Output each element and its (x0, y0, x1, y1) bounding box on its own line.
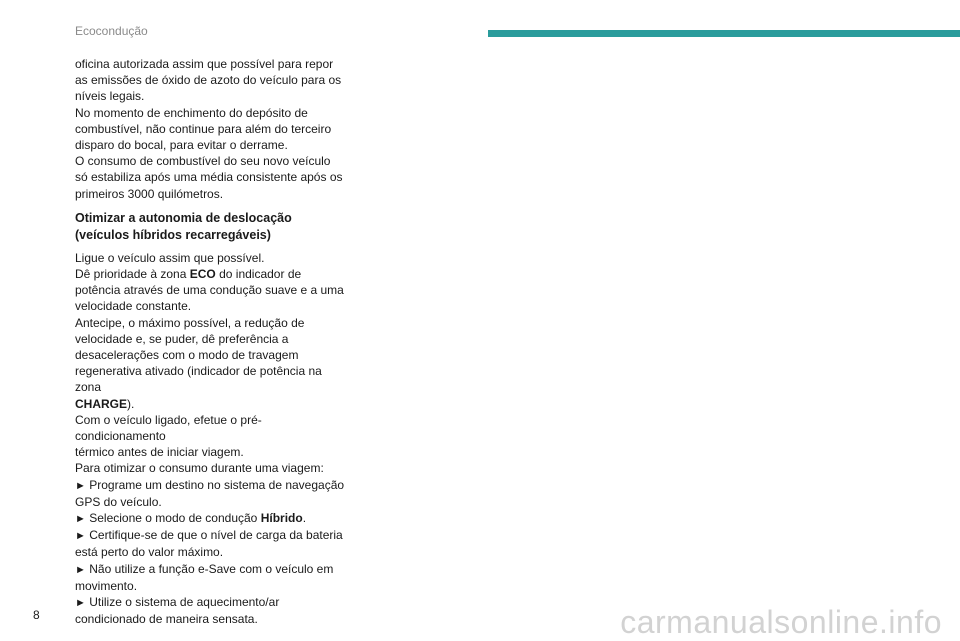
text-line: regenerativa ativado (indicador de potência na zona (75, 364, 322, 395)
text-line: Com o veículo ligado, efetue o pré-condicionamento (75, 412, 262, 444)
page-number: 8 (33, 608, 40, 622)
text-column (75, 56, 345, 628)
bullet-text: Utilize o sistema de aquecimento/ar (85, 595, 280, 610)
text-line: velocidade constante. (75, 299, 192, 314)
bullet-text: movimento. (75, 578, 138, 593)
bullet-text: condicionado de maneira sensata. (75, 612, 258, 627)
text-line: do indicador de (215, 267, 302, 282)
bullet-arrow-icon: ► (75, 479, 86, 492)
bullet-text: Programe um destino no sistema de navegação (85, 477, 345, 492)
charge-label: CHARGE (75, 396, 128, 411)
heading-line: (veículos híbridos recarregáveis) (75, 227, 271, 242)
bullet-arrow-icon: ► (75, 530, 86, 543)
text-line: O consumo de combustível do seu novo veículo (75, 154, 331, 169)
text-line: térmico antes de iniciar viagem. (75, 445, 244, 460)
intro-paragraph (75, 56, 345, 202)
eco-label: ECO (189, 267, 216, 282)
text-line: Dê prioridade à zona (75, 267, 190, 282)
watermark: carmanualsonline.info (620, 604, 942, 640)
text-line: só estabiliza após uma média consistente após os (75, 170, 343, 185)
bullet-arrow-icon: ► (75, 563, 86, 576)
text-line: oficina autorizada assim que possível para repor (75, 57, 334, 71)
bullet-text: Não utilize a função e-Save com o veículo em (85, 561, 334, 576)
text-line: combustível, não continue para além do terceiro (75, 121, 332, 136)
bullet-text: . (302, 511, 307, 526)
bullet-text: está perto do valor máximo. (75, 545, 224, 560)
heading-line: Otimizar a autonomia de deslocação (75, 210, 292, 225)
hybrid-mode-label: Híbrido (260, 511, 303, 526)
accent-bar (488, 30, 960, 37)
body-paragraph (75, 250, 345, 628)
bullet-arrow-icon: ► (75, 513, 86, 526)
bullet-text: Selecione o modo de condução (85, 511, 261, 526)
text-line: as emissões de óxido de azoto do veículo para os (75, 73, 342, 88)
section-heading (75, 210, 345, 244)
bullet-arrow-icon: ► (75, 597, 86, 610)
bullet-text: Certifique-se de que o nível de carga da bateria (85, 528, 343, 543)
text-line: disparo do bocal, para evitar o derrame. (75, 138, 288, 153)
text-line: velocidade e, se puder, dê preferência a (75, 331, 289, 346)
text-line: Ligue o veículo assim que possível. (75, 250, 265, 265)
text-line: desacelerações com o modo de travagem (75, 348, 299, 363)
text-line: Para otimizar o consumo durante uma viagem: (75, 461, 324, 476)
text-line: níveis legais. (75, 89, 145, 104)
text-line: ). (127, 396, 135, 411)
section-title: Ecocondução (75, 24, 148, 38)
text-line: potência através de uma condução suave e a uma (75, 283, 344, 298)
bullet-text: GPS do veículo. (75, 494, 162, 509)
text-line: No momento de enchimento do depósito de (75, 105, 308, 120)
text-line: Antecipe, o máximo possível, a redução de (75, 315, 305, 330)
text-line: primeiros 3000 quilómetros. (75, 186, 224, 201)
